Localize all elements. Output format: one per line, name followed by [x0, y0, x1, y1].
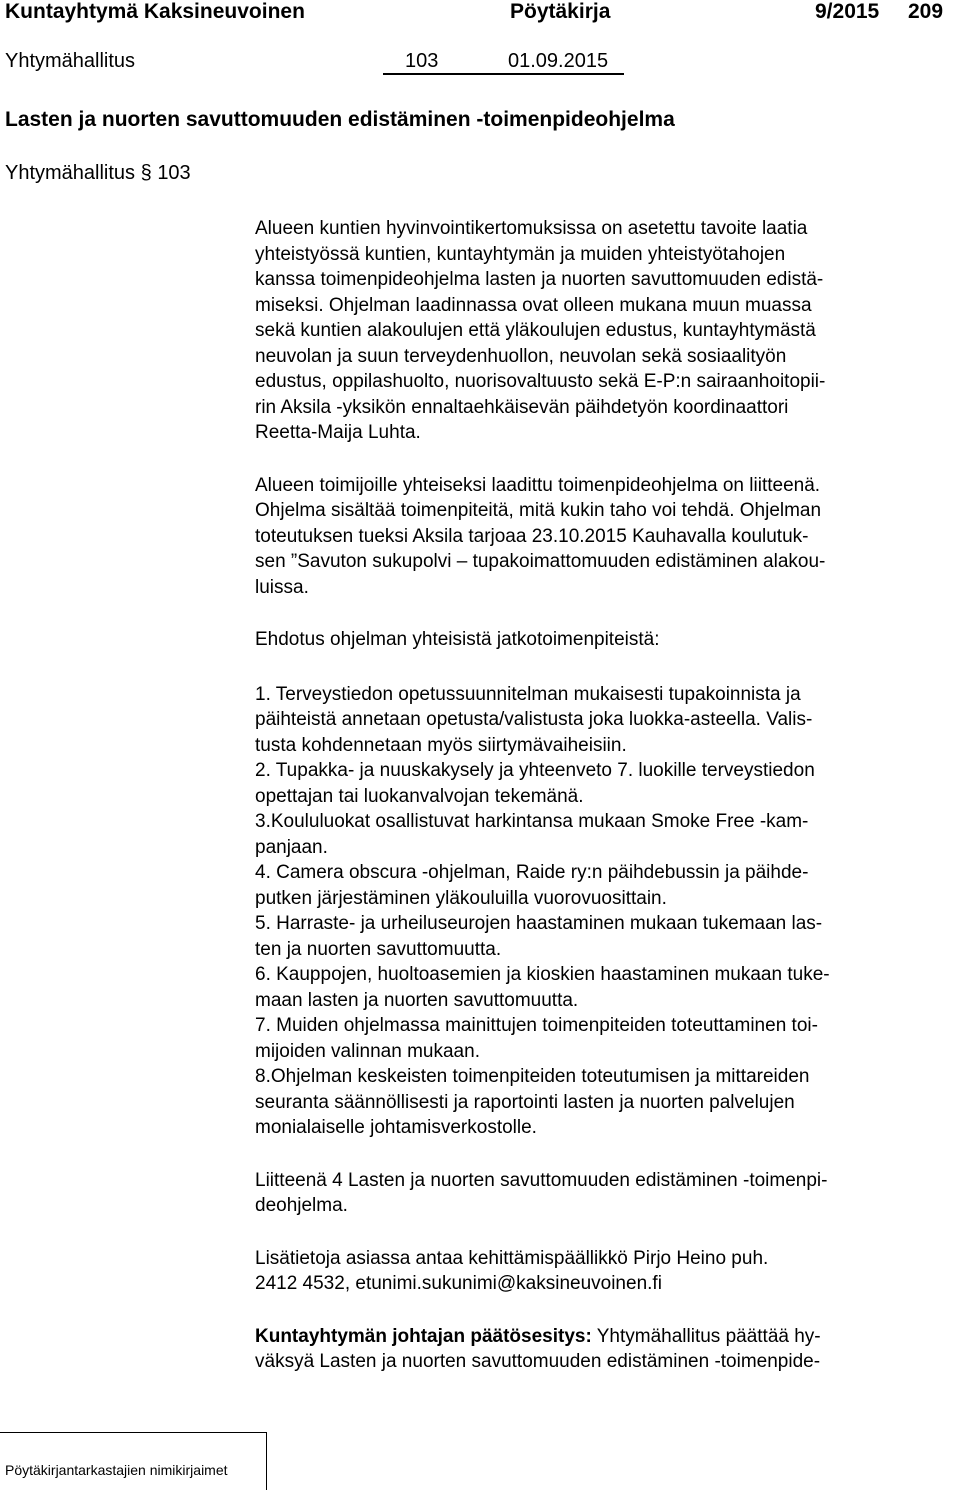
text-line: rin Aksila -yksikön ennaltaehkäisevän päihdetyön koordinaattori — [255, 396, 789, 418]
header-section-no: 103 — [405, 50, 439, 72]
list-item: 1. Terveystiedon opetussuunnitelman mukaisesti tupakoinnista ja — [255, 683, 801, 705]
text-line: kanssa toimenpideohjelma lasten ja nuorten savuttomuuden edistä- — [255, 269, 824, 290]
list-item: opettajan tai luokanvalvojan tekemänä. — [255, 785, 584, 807]
list-item: maan lasten ja nuorten savuttomuutta. — [255, 989, 579, 1011]
paragraph-2 — [255, 473, 955, 601]
paragraph-3 — [255, 627, 955, 653]
text-line: Ohjelma sisältää toimenpiteitä, mitä kukin taho voi tehdä. Ohjelman — [255, 500, 822, 521]
text-line: sen ”Savuton sukupolvi – tupakoimattomuuden edistäminen alakou- — [255, 551, 826, 572]
list-item: ten ja nuorten savuttomuutta. — [255, 938, 502, 960]
footer-divider — [0, 1432, 267, 1433]
text-line: Alueen kuntien hyvinvointikertomuksissa on asetettu tavoite laatia — [255, 218, 808, 239]
proposal-text: Yhtymähallitus päättää hy- — [591, 1325, 821, 1347]
header-page: 209 — [908, 0, 944, 23]
list-item: tusta kohdennetaan myös siirtymävaiheisiin. — [255, 734, 627, 756]
header-date: 01.09.2015 — [508, 50, 609, 72]
text-line: deohjelma. — [255, 1195, 348, 1216]
footer-label: Pöytäkirjantarkastajien nimikirjaimet — [5, 1462, 228, 1478]
section-symbol: § — [140, 162, 152, 184]
header-doc-type: Pöytäkirja — [510, 0, 611, 23]
text-line: yhteistyössä kuntien, kuntayhtymän ja muiden yhteistyötahojen — [255, 243, 786, 265]
proposal — [255, 1324, 955, 1375]
text-line: Reetta-Maija Luhta. — [255, 422, 421, 443]
text-line: miseksi. Ohjelman laadinnassa ovat olleen mukana muun muassa — [255, 294, 812, 316]
header-underline — [383, 73, 624, 75]
header-org: Kuntayhtymä Kaksineuvoinen — [5, 0, 305, 23]
text-line: Alueen toimijoille yhteiseksi laadittu toimenpideohjelma on liitteenä. — [255, 474, 821, 496]
proposal-line-2: väksyä Lasten ja nuorten savuttomuuden edistäminen -toimenpide- — [255, 1351, 821, 1372]
list-item: panjaan. — [255, 836, 328, 858]
text-line: Ehdotus ohjelman yhteisistä jatkotoimenpiteistä: — [255, 629, 660, 650]
page-title: Lasten ja nuorten savuttomuuden edistäminen -toimenpideohjelma — [5, 108, 675, 131]
header-number: 9/2015 — [815, 0, 880, 23]
subtitle — [5, 162, 191, 185]
list-item: 6. Kauppojen, huoltoasemien ja kioskien haastaminen mukaan tuke- — [255, 964, 830, 985]
list-item: putken järjestäminen yläkouluilla vuorovuosittain. — [255, 887, 667, 909]
footer-box-border — [266, 1432, 267, 1490]
list-item: monialaiselle johtamisverkostolle. — [255, 1117, 537, 1138]
subtitle-section-no: 103 — [157, 162, 191, 184]
text-line: toteutuksen tueksi Aksila tarjoaa 23.10.2015 Kauhavalla koulutuk- — [255, 525, 809, 547]
list-item: 4. Camera obscura -ohjelman, Raide ry:n päihdebussin ja päihde- — [255, 862, 809, 883]
text-line: edustus, oppilashuolto, nuorisovaltuusto sekä E-P:n sairaanhoitopii- — [255, 371, 826, 392]
list-item: 7. Muiden ohjelmassa mainittujen toimenpiteiden toteuttaminen toi- — [255, 1015, 818, 1036]
action-list — [255, 682, 955, 1141]
text-line: Liitteenä 4 Lasten ja nuorten savuttomuuden edistäminen -toimenpi- — [255, 1169, 828, 1191]
list-item: 5. Harraste- ja urheiluseurojen haastaminen mukaan tukemaan las- — [255, 913, 823, 934]
proposal-line-1 — [255, 1324, 955, 1350]
document-body — [255, 216, 955, 1375]
text-line: Lisätietoja asiassa antaa kehittämispäällikkö Pirjo Heino puh. — [255, 1247, 769, 1269]
proposal-label: Kuntayhtymän johtajan päätösesitys: — [255, 1325, 592, 1347]
paragraph-5 — [255, 1246, 955, 1297]
list-item: seuranta säännöllisesti ja raportointi lasten ja nuorten palvelujen — [255, 1091, 795, 1113]
text-line: neuvolan ja suun terveydenhuollon, neuvolan sekä sosiaalityön — [255, 345, 787, 367]
paragraph-1 — [255, 216, 955, 446]
text-line: luissa. — [255, 576, 309, 598]
list-item: 2. Tupakka- ja nuuskakysely ja yhteenveto 7. luokille terveystiedon — [255, 760, 815, 781]
text-line: sekä kuntien alakoulujen että yläkoulujen edustus, kuntayhtymästä — [255, 320, 816, 341]
list-item: päihteistä annetaan opetusta/valistusta joka luokka-asteella. Valis- — [255, 709, 813, 730]
text-line: 2412 4532, etunimi.sukunimi@kaksineuvoinen.fi — [255, 1273, 662, 1294]
list-item: mijoiden valinnan mukaan. — [255, 1040, 480, 1062]
paragraph-4 — [255, 1168, 955, 1219]
header-body-name: Yhtymähallitus — [5, 50, 136, 72]
list-item: 8.Ohjelman keskeisten toimenpiteiden toteutumisen ja mittareiden — [255, 1066, 810, 1087]
list-item: 3.Koululuokat osallistuvat harkintansa mukaan Smoke Free -kam- — [255, 811, 809, 832]
subtitle-body-name: Yhtymähallitus — [5, 162, 136, 184]
